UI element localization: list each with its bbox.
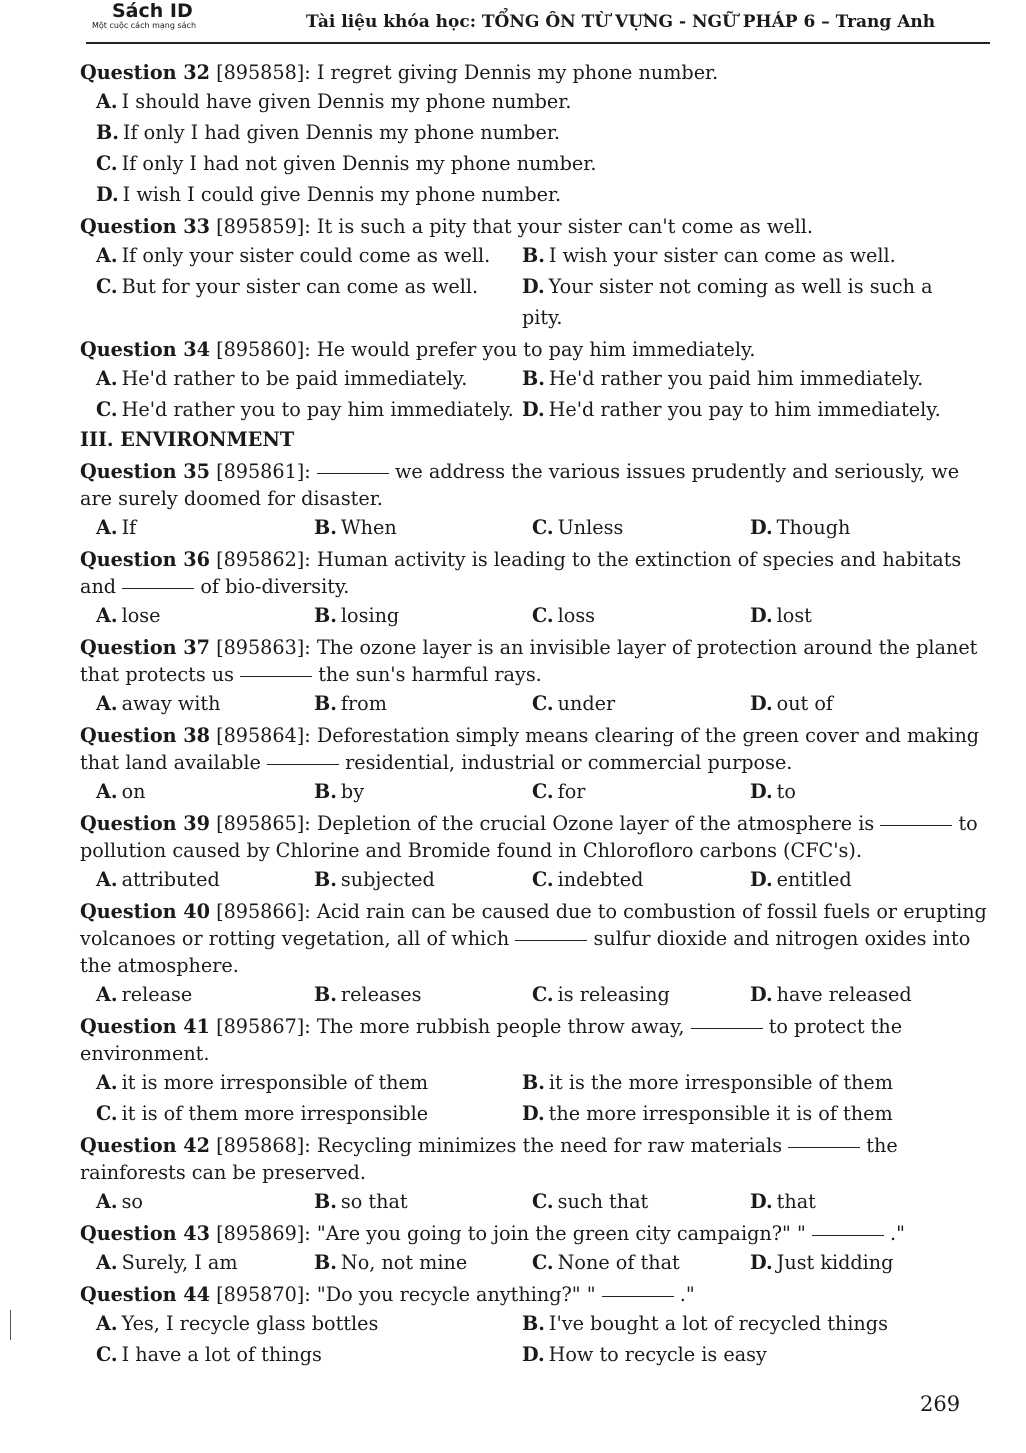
option-letter: B. bbox=[96, 121, 119, 144]
question-number: Question 37 bbox=[80, 636, 210, 659]
option-text: Your sister not coming as well is such a pity. bbox=[522, 275, 933, 329]
question-text: The ozone layer is an invisible layer of protection around the planet that protects us bbox=[80, 636, 978, 686]
option-letter: B. bbox=[522, 1071, 545, 1094]
answer-blank[interactable] bbox=[267, 763, 339, 765]
question-item bbox=[70, 213, 988, 333]
option-letter: D. bbox=[750, 983, 773, 1006]
answer-option[interactable] bbox=[96, 240, 522, 271]
option-text: attributed bbox=[121, 868, 220, 891]
answer-option[interactable] bbox=[532, 1247, 750, 1278]
answer-option[interactable] bbox=[750, 1186, 968, 1217]
answer-option[interactable] bbox=[96, 1247, 314, 1278]
option-letter: D. bbox=[750, 692, 773, 715]
option-text: Unless bbox=[557, 516, 624, 539]
question-number: Question 33 bbox=[80, 215, 210, 238]
question-text: He would prefer you to pay him immediately. bbox=[316, 338, 756, 361]
question-id: [895870]: bbox=[216, 1283, 311, 1306]
option-text: He'd rather you paid him immediately. bbox=[548, 367, 924, 390]
answer-blank[interactable] bbox=[788, 1146, 860, 1148]
answer-options bbox=[70, 86, 988, 210]
brand-logo bbox=[86, 0, 226, 30]
question-text-after: we address the various issues prudently and seriously, we are surely doomed for disaster. bbox=[80, 460, 960, 510]
option-text: He'd rather you to pay him immediately. bbox=[121, 398, 514, 421]
option-letter: C. bbox=[96, 1102, 118, 1125]
answer-option[interactable] bbox=[532, 979, 750, 1010]
margin-mark bbox=[0, 1310, 11, 1340]
answer-option[interactable] bbox=[532, 600, 750, 631]
answer-option[interactable] bbox=[750, 979, 968, 1010]
answer-blank[interactable] bbox=[317, 472, 389, 474]
option-text: I have a lot of things bbox=[121, 1343, 322, 1366]
answer-option[interactable] bbox=[532, 688, 750, 719]
option-text: losing bbox=[340, 604, 400, 627]
question-text: Human activity is leading to the extinction of species and habitats and bbox=[80, 548, 962, 598]
answer-option[interactable] bbox=[522, 240, 948, 271]
option-text: But for your sister can come as well. bbox=[121, 275, 479, 298]
question-text-after: the rainforests can be preserved. bbox=[80, 1134, 898, 1184]
answer-option[interactable] bbox=[532, 1186, 750, 1217]
option-text: Yes, I recycle glass bottles bbox=[121, 1312, 379, 1335]
option-text: such that bbox=[557, 1190, 649, 1213]
answer-option[interactable] bbox=[522, 1339, 948, 1370]
question-stem bbox=[70, 898, 988, 979]
question-stem bbox=[70, 546, 988, 600]
course-title: Tài liệu khóa học: TỔNG ÔN TỪ VỰNG - NGỮ PHÁP 6 – Trang Anh bbox=[306, 12, 936, 32]
answer-options bbox=[70, 1247, 988, 1278]
option-letter: D. bbox=[750, 516, 773, 539]
option-letter: B. bbox=[314, 1251, 337, 1274]
question-id: [895864]: bbox=[216, 724, 311, 747]
answer-option[interactable] bbox=[314, 512, 532, 543]
answer-option[interactable] bbox=[522, 1067, 948, 1098]
question-id: [895863]: bbox=[216, 636, 311, 659]
question-item bbox=[70, 546, 988, 631]
question-id: [895868]: bbox=[216, 1134, 311, 1157]
option-text: Though bbox=[776, 516, 851, 539]
question-item bbox=[70, 810, 988, 895]
question-text-after: to pollution caused by Chlorine and Bromide found in Chlorofloro carbons (CFC's). bbox=[80, 812, 978, 862]
answer-option[interactable] bbox=[522, 1098, 948, 1129]
option-text: No, not mine bbox=[340, 1251, 468, 1274]
answer-option[interactable] bbox=[96, 117, 988, 148]
question-item bbox=[70, 59, 988, 210]
option-letter: D. bbox=[750, 780, 773, 803]
answer-options bbox=[70, 363, 988, 425]
option-letter: B. bbox=[314, 983, 337, 1006]
option-text: release bbox=[121, 983, 193, 1006]
answer-options bbox=[70, 979, 988, 1010]
answer-option[interactable] bbox=[96, 688, 314, 719]
answer-option[interactable] bbox=[750, 776, 968, 807]
option-letter: A. bbox=[96, 983, 118, 1006]
option-letter: A. bbox=[96, 516, 118, 539]
answer-option[interactable] bbox=[96, 148, 988, 179]
option-letter: A. bbox=[96, 1312, 118, 1335]
question-number: Question 36 bbox=[80, 548, 210, 571]
question-number: Question 39 bbox=[80, 812, 210, 835]
option-text: I wish I could give Dennis my phone number. bbox=[122, 183, 562, 206]
option-letter: D. bbox=[522, 1343, 545, 1366]
answer-option[interactable] bbox=[96, 1186, 314, 1217]
option-letter: C. bbox=[96, 1343, 118, 1366]
option-text: I should have given Dennis my phone number. bbox=[121, 90, 572, 113]
option-letter: B. bbox=[522, 244, 545, 267]
option-text: When bbox=[340, 516, 397, 539]
question-number: Question 44 bbox=[80, 1283, 210, 1306]
answer-options bbox=[70, 1308, 988, 1370]
option-letter: C. bbox=[532, 983, 554, 1006]
option-letter: C. bbox=[532, 780, 554, 803]
answer-option[interactable] bbox=[96, 979, 314, 1010]
option-text: He'd rather to be paid immediately. bbox=[121, 367, 468, 390]
question-text-after: residential, industrial or commercial purpose. bbox=[345, 751, 793, 774]
answer-option[interactable] bbox=[314, 776, 532, 807]
option-text: loss bbox=[557, 604, 596, 627]
question-id: [895867]: bbox=[216, 1015, 311, 1038]
option-text: If only I had given Dennis my phone number. bbox=[122, 121, 560, 144]
answer-blank[interactable] bbox=[515, 939, 587, 941]
option-letter: C. bbox=[532, 1251, 554, 1274]
question-text-after: ." bbox=[679, 1283, 695, 1306]
question-text: "Do you recycle anything?" " bbox=[316, 1283, 596, 1306]
answer-option[interactable] bbox=[314, 1247, 532, 1278]
question-number: Question 42 bbox=[80, 1134, 210, 1157]
answer-option[interactable] bbox=[96, 1067, 522, 1098]
option-text: that bbox=[776, 1190, 816, 1213]
question-text: Recycling minimizes the need for raw materials bbox=[316, 1134, 783, 1157]
answer-option[interactable] bbox=[532, 864, 750, 895]
question-number: Question 43 bbox=[80, 1222, 210, 1245]
option-letter: D. bbox=[522, 275, 545, 298]
answer-option[interactable] bbox=[96, 1339, 522, 1370]
option-text: to bbox=[776, 780, 796, 803]
option-text: on bbox=[121, 780, 146, 803]
option-text: out of bbox=[776, 692, 834, 715]
option-letter: A. bbox=[96, 90, 118, 113]
option-letter: C. bbox=[532, 1190, 554, 1213]
option-text: under bbox=[557, 692, 616, 715]
answer-option[interactable] bbox=[750, 864, 968, 895]
question-stem bbox=[70, 810, 988, 864]
question-text: Depletion of the crucial Ozone layer of the atmosphere is bbox=[316, 812, 875, 835]
question-id: [895866]: bbox=[216, 900, 311, 923]
answer-option[interactable] bbox=[314, 979, 532, 1010]
question-id: [895861]: bbox=[216, 460, 311, 483]
question-text: Deforestation simply means clearing of the green cover and making that land available bbox=[80, 724, 980, 774]
question-stem bbox=[70, 1013, 988, 1067]
option-letter: B. bbox=[522, 367, 545, 390]
option-text: If only your sister could come as well. bbox=[121, 244, 491, 267]
answer-option[interactable] bbox=[314, 864, 532, 895]
page-header bbox=[86, 0, 990, 44]
option-letter: A. bbox=[96, 1071, 118, 1094]
answer-blank[interactable] bbox=[812, 1234, 884, 1236]
answer-option[interactable] bbox=[96, 864, 314, 895]
question-stem bbox=[70, 1220, 988, 1247]
brand-tagline: Một cuộc cách mạng sách bbox=[92, 21, 197, 30]
option-text: subjected bbox=[340, 868, 435, 891]
option-text: He'd rather you pay to him immediately. bbox=[548, 398, 941, 421]
question-item bbox=[70, 458, 988, 543]
question-id: [895865]: bbox=[216, 812, 311, 835]
question-item bbox=[70, 1013, 988, 1129]
answer-option[interactable] bbox=[750, 512, 968, 543]
answer-option[interactable] bbox=[96, 363, 522, 394]
option-letter: A. bbox=[96, 780, 118, 803]
question-item bbox=[70, 898, 988, 1010]
option-text: is releasing bbox=[557, 983, 670, 1006]
option-letter: D. bbox=[96, 183, 119, 206]
answer-option[interactable] bbox=[314, 1186, 532, 1217]
answer-options bbox=[70, 512, 988, 543]
option-letter: D. bbox=[750, 1251, 773, 1274]
question-text: I regret giving Dennis my phone number. bbox=[316, 61, 719, 84]
question-number: Question 32 bbox=[80, 61, 210, 84]
question-list bbox=[70, 56, 988, 1370]
answer-option[interactable] bbox=[96, 1308, 522, 1339]
answer-options bbox=[70, 776, 988, 807]
option-text: How to recycle is easy bbox=[548, 1343, 767, 1366]
question-item bbox=[70, 1281, 988, 1370]
answer-option[interactable] bbox=[314, 600, 532, 631]
answer-option[interactable] bbox=[96, 271, 522, 333]
option-text: If bbox=[121, 516, 137, 539]
question-number: Question 34 bbox=[80, 338, 210, 361]
answer-options bbox=[70, 1067, 988, 1129]
option-text: from bbox=[340, 692, 387, 715]
option-text: I've bought a lot of recycled things bbox=[548, 1312, 888, 1335]
question-id: [895862]: bbox=[216, 548, 311, 571]
question-number: Question 40 bbox=[80, 900, 210, 923]
option-text: entitled bbox=[776, 868, 852, 891]
question-text: "Are you going to join the green city campaign?" " bbox=[316, 1222, 806, 1245]
question-item bbox=[70, 634, 988, 719]
option-text: it is of them more irresponsible bbox=[121, 1102, 429, 1125]
answer-option[interactable] bbox=[750, 600, 968, 631]
question-stem bbox=[70, 634, 988, 688]
option-letter: A. bbox=[96, 1190, 118, 1213]
question-stem bbox=[70, 1281, 988, 1308]
option-text: Just kidding bbox=[776, 1251, 894, 1274]
option-text: so bbox=[121, 1190, 143, 1213]
option-text: I wish your sister can come as well. bbox=[548, 244, 896, 267]
question-stem bbox=[70, 336, 988, 363]
option-letter: A. bbox=[96, 1251, 118, 1274]
option-text: it is the more irresponsible of them bbox=[548, 1071, 893, 1094]
option-letter: A. bbox=[96, 604, 118, 627]
question-stem bbox=[70, 213, 988, 240]
option-letter: B. bbox=[314, 780, 337, 803]
answer-blank[interactable] bbox=[240, 675, 312, 677]
option-letter: D. bbox=[750, 1190, 773, 1213]
option-letter: C. bbox=[532, 692, 554, 715]
option-letter: A. bbox=[96, 367, 118, 390]
question-text: The more rubbish people throw away, bbox=[316, 1015, 685, 1038]
option-text: have released bbox=[776, 983, 912, 1006]
question-id: [895869]: bbox=[216, 1222, 311, 1245]
answer-blank[interactable] bbox=[602, 1295, 674, 1297]
option-letter: A. bbox=[96, 244, 118, 267]
option-letter: C. bbox=[532, 868, 554, 891]
section-heading: III. ENVIRONMENT bbox=[80, 428, 295, 451]
question-item bbox=[70, 336, 988, 425]
answer-option[interactable] bbox=[522, 394, 948, 425]
option-letter: B. bbox=[522, 1312, 545, 1335]
answer-option[interactable] bbox=[96, 600, 314, 631]
answer-options bbox=[70, 240, 988, 333]
option-letter: D. bbox=[750, 868, 773, 891]
option-text: away with bbox=[121, 692, 221, 715]
question-item bbox=[70, 1220, 988, 1278]
question-text-after: of bio-diversity. bbox=[200, 575, 350, 598]
answer-option[interactable] bbox=[96, 86, 988, 117]
question-number: Question 38 bbox=[80, 724, 210, 747]
answer-option[interactable] bbox=[96, 1098, 522, 1129]
option-letter: B. bbox=[314, 1190, 337, 1213]
answer-option[interactable] bbox=[750, 1247, 968, 1278]
option-letter: C. bbox=[96, 152, 118, 175]
option-text: so that bbox=[340, 1190, 408, 1213]
option-letter: A. bbox=[96, 692, 118, 715]
answer-options bbox=[70, 688, 988, 719]
answer-option[interactable] bbox=[532, 512, 750, 543]
option-text: it is more irresponsible of them bbox=[121, 1071, 429, 1094]
question-stem bbox=[70, 722, 988, 776]
option-text: lost bbox=[776, 604, 812, 627]
option-letter: C. bbox=[96, 398, 118, 421]
answer-option[interactable] bbox=[532, 776, 750, 807]
answer-options bbox=[70, 600, 988, 631]
option-letter: D. bbox=[522, 398, 545, 421]
option-letter: B. bbox=[314, 692, 337, 715]
option-text: by bbox=[340, 780, 365, 803]
page-number: 269 bbox=[920, 1392, 961, 1416]
answer-options bbox=[70, 864, 988, 895]
option-text: releases bbox=[340, 983, 422, 1006]
question-stem bbox=[70, 458, 988, 512]
option-text: Surely, I am bbox=[121, 1251, 238, 1274]
question-number: Question 41 bbox=[80, 1015, 210, 1038]
answer-blank[interactable] bbox=[691, 1027, 763, 1029]
question-stem bbox=[70, 59, 988, 86]
answer-option[interactable] bbox=[96, 179, 988, 210]
question-id: [895859]: bbox=[216, 215, 311, 238]
question-text-after: the sun's harmful rays. bbox=[318, 663, 542, 686]
answer-option[interactable] bbox=[750, 688, 968, 719]
answer-option[interactable] bbox=[96, 512, 314, 543]
question-text-after: sulfur dioxide and nitrogen oxides into the atmosphere. bbox=[80, 927, 971, 977]
answer-option[interactable] bbox=[96, 394, 522, 425]
option-letter: C. bbox=[96, 275, 118, 298]
question-id: [895860]: bbox=[216, 338, 311, 361]
question-item bbox=[70, 722, 988, 807]
option-letter: C. bbox=[532, 516, 554, 539]
option-text: lose bbox=[121, 604, 161, 627]
answer-option[interactable] bbox=[522, 1308, 948, 1339]
option-letter: B. bbox=[314, 604, 337, 627]
option-letter: B. bbox=[314, 516, 337, 539]
answer-option[interactable] bbox=[314, 688, 532, 719]
option-text: for bbox=[557, 780, 586, 803]
question-text: It is such a pity that your sister can't come as well. bbox=[316, 215, 813, 238]
question-text-after: ." bbox=[890, 1222, 905, 1245]
option-text: indebted bbox=[557, 868, 644, 891]
question-text-after: to protect the environment. bbox=[80, 1015, 903, 1065]
question-stem bbox=[70, 1132, 988, 1186]
option-letter: A. bbox=[96, 868, 118, 891]
question-text: Acid rain can be caused due to combustion of fossil fuels or erupting volcanoes or rotting vegetation, all of which bbox=[80, 900, 987, 950]
answer-option[interactable] bbox=[522, 363, 948, 394]
brand-name: Sách ID bbox=[112, 0, 193, 22]
question-group-environment bbox=[70, 458, 988, 1370]
option-letter: B. bbox=[314, 868, 337, 891]
option-text: None of that bbox=[557, 1251, 680, 1274]
question-number: Question 35 bbox=[80, 460, 210, 483]
question-group-grammar bbox=[70, 59, 988, 425]
answer-blank[interactable] bbox=[880, 824, 952, 826]
option-text: the more irresponsible it is of them bbox=[548, 1102, 893, 1125]
question-id: [895858]: bbox=[216, 61, 311, 84]
option-letter: D. bbox=[750, 604, 773, 627]
option-letter: C. bbox=[532, 604, 554, 627]
option-letter: D. bbox=[522, 1102, 545, 1125]
answer-blank[interactable] bbox=[122, 587, 194, 589]
answer-options bbox=[70, 1186, 988, 1217]
option-text: If only I had not given Dennis my phone number. bbox=[121, 152, 597, 175]
question-item bbox=[70, 1132, 988, 1217]
answer-option[interactable] bbox=[96, 776, 314, 807]
answer-option[interactable] bbox=[522, 271, 948, 333]
